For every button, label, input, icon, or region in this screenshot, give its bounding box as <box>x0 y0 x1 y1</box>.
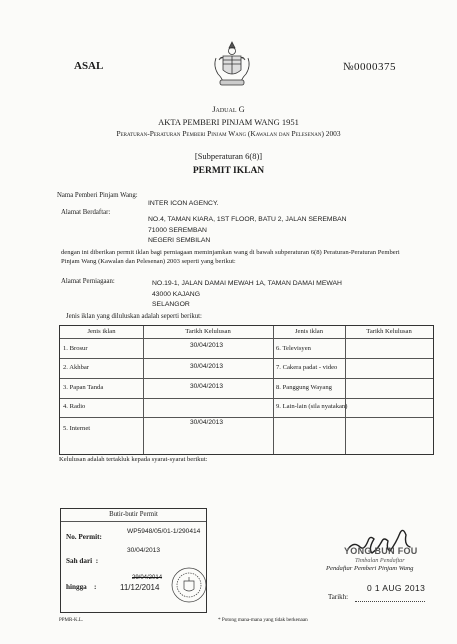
akta-title: AKTA PEMBERI PINJAM WANG 1951 <box>158 117 299 127</box>
signatory-title-2: Pendaftar Pemberi Pinjam Wang <box>326 565 414 572</box>
table-row-label: 1. Brosur <box>63 345 88 352</box>
table-header: Jenis iklan <box>87 328 116 335</box>
sah-dari-value: 30/04/2013 <box>127 547 161 554</box>
table-row-label: 5. Internet <box>63 425 91 432</box>
table-row-date: 30/04/2013 <box>190 342 224 349</box>
jadual-title: Jadual G <box>212 104 245 114</box>
coat-of-arms-icon <box>210 40 254 92</box>
page-title: PERMIT IKLAN <box>192 166 265 176</box>
hingga-label: hingga : <box>66 583 97 591</box>
table-row-label: 2. Akhbar <box>63 364 90 371</box>
address-line-2: 71000 SEREMBAN <box>148 227 207 234</box>
signatory-name: YONG BUN FOU <box>344 546 418 556</box>
address-label: Alamat Berdaftar: <box>61 209 111 216</box>
signatory-title-1: Timbalan Pendaftar <box>355 557 405 564</box>
business-line-2: 43000 KAJANG <box>152 291 200 298</box>
table-row-date: 30/04/2013 <box>190 363 224 370</box>
footer-code: PPMR-K.L. <box>59 618 84 623</box>
ads-intro: Jenis iklan yang diluluskan adalah seperti berikut: <box>66 313 202 320</box>
hingga-value: 11/12/2014 <box>120 583 160 592</box>
date-stamp: 0 1 AUG 2013 <box>367 583 426 593</box>
sah-dari-label: Sah dari : <box>66 557 99 565</box>
hingga-struck-value: 29/04/2014 <box>132 575 163 581</box>
official-stamp-icon <box>170 565 208 605</box>
table-row-label: 9. Lain-lain (sila nyatakan) <box>276 403 348 410</box>
permit-box-title: Butir-butir Permit <box>109 511 158 518</box>
business-line-1: NO.19-1, JALAN DAMAI MEWAH 1A, TAMAN DAMAI MEWAH <box>152 280 342 287</box>
table-row-date: 30/04/2013 <box>190 419 224 426</box>
table-row-label: 4. Radio <box>63 403 86 410</box>
ads-table <box>59 325 434 455</box>
subperaturan: [Subperaturan 6(8)] <box>194 151 263 161</box>
table-row-date: 30/04/2013 <box>190 383 224 390</box>
address-line-1: NO.4, TAMAN KIARA, 1ST FLOOR, BATU 2, JALAN SEREMBAN <box>148 216 347 223</box>
table-row-label: 6. Televisyen <box>276 345 311 352</box>
conditions-text: Kelulusan adalah tertakluk kepada syarat-syarat berikut: <box>59 456 208 463</box>
lender-name-label: Nama Pemberi Pinjam Wang: <box>57 192 138 199</box>
table-row-label: 7. Cakera padat - video <box>276 364 338 371</box>
peraturan-title: Peraturan-Peraturan Pemberi Pinjam Wang (Kawalan dan Pelesenan) 2003 <box>116 129 341 138</box>
tarikh-label: Tarikh: <box>328 593 349 601</box>
table-row-label: 8. Panggung Wayang <box>276 384 332 391</box>
table-header: Jenis iklan <box>294 328 324 335</box>
table-header: Tarikh Kelulusan <box>185 328 231 335</box>
body-paragraph: dengan ini diberikan permit iklan bagi perniagaan meminjamkan wang di bawah subperaturan 6(8) Peraturan-Peraturan Pemberi Pinjam Wang (Kawalan dan Pelesenan) 2003 seperti yang berikut: <box>61 249 400 265</box>
lender-name-value: INTER ICON AGENCY. <box>148 200 219 207</box>
asal-label: ASAL <box>74 60 104 72</box>
business-line-3: SELANGOR <box>152 301 190 308</box>
address-line-3: NEGERI SEMBILAN <box>148 237 211 244</box>
permit-no-label: No. Permit: <box>66 533 102 541</box>
permit-no-value: WP5948/05/01-1/290414 <box>127 528 201 535</box>
table-row-label: 3. Papan Tanda <box>63 384 104 391</box>
footer-note: * Potong mana-mana yang tidak berkenaan <box>218 617 308 623</box>
business-address-label: Alamat Perniagaan: <box>61 278 115 285</box>
table-header: Tarikh Kelulusan <box>366 328 412 335</box>
form-number: №0000375 <box>343 61 396 73</box>
